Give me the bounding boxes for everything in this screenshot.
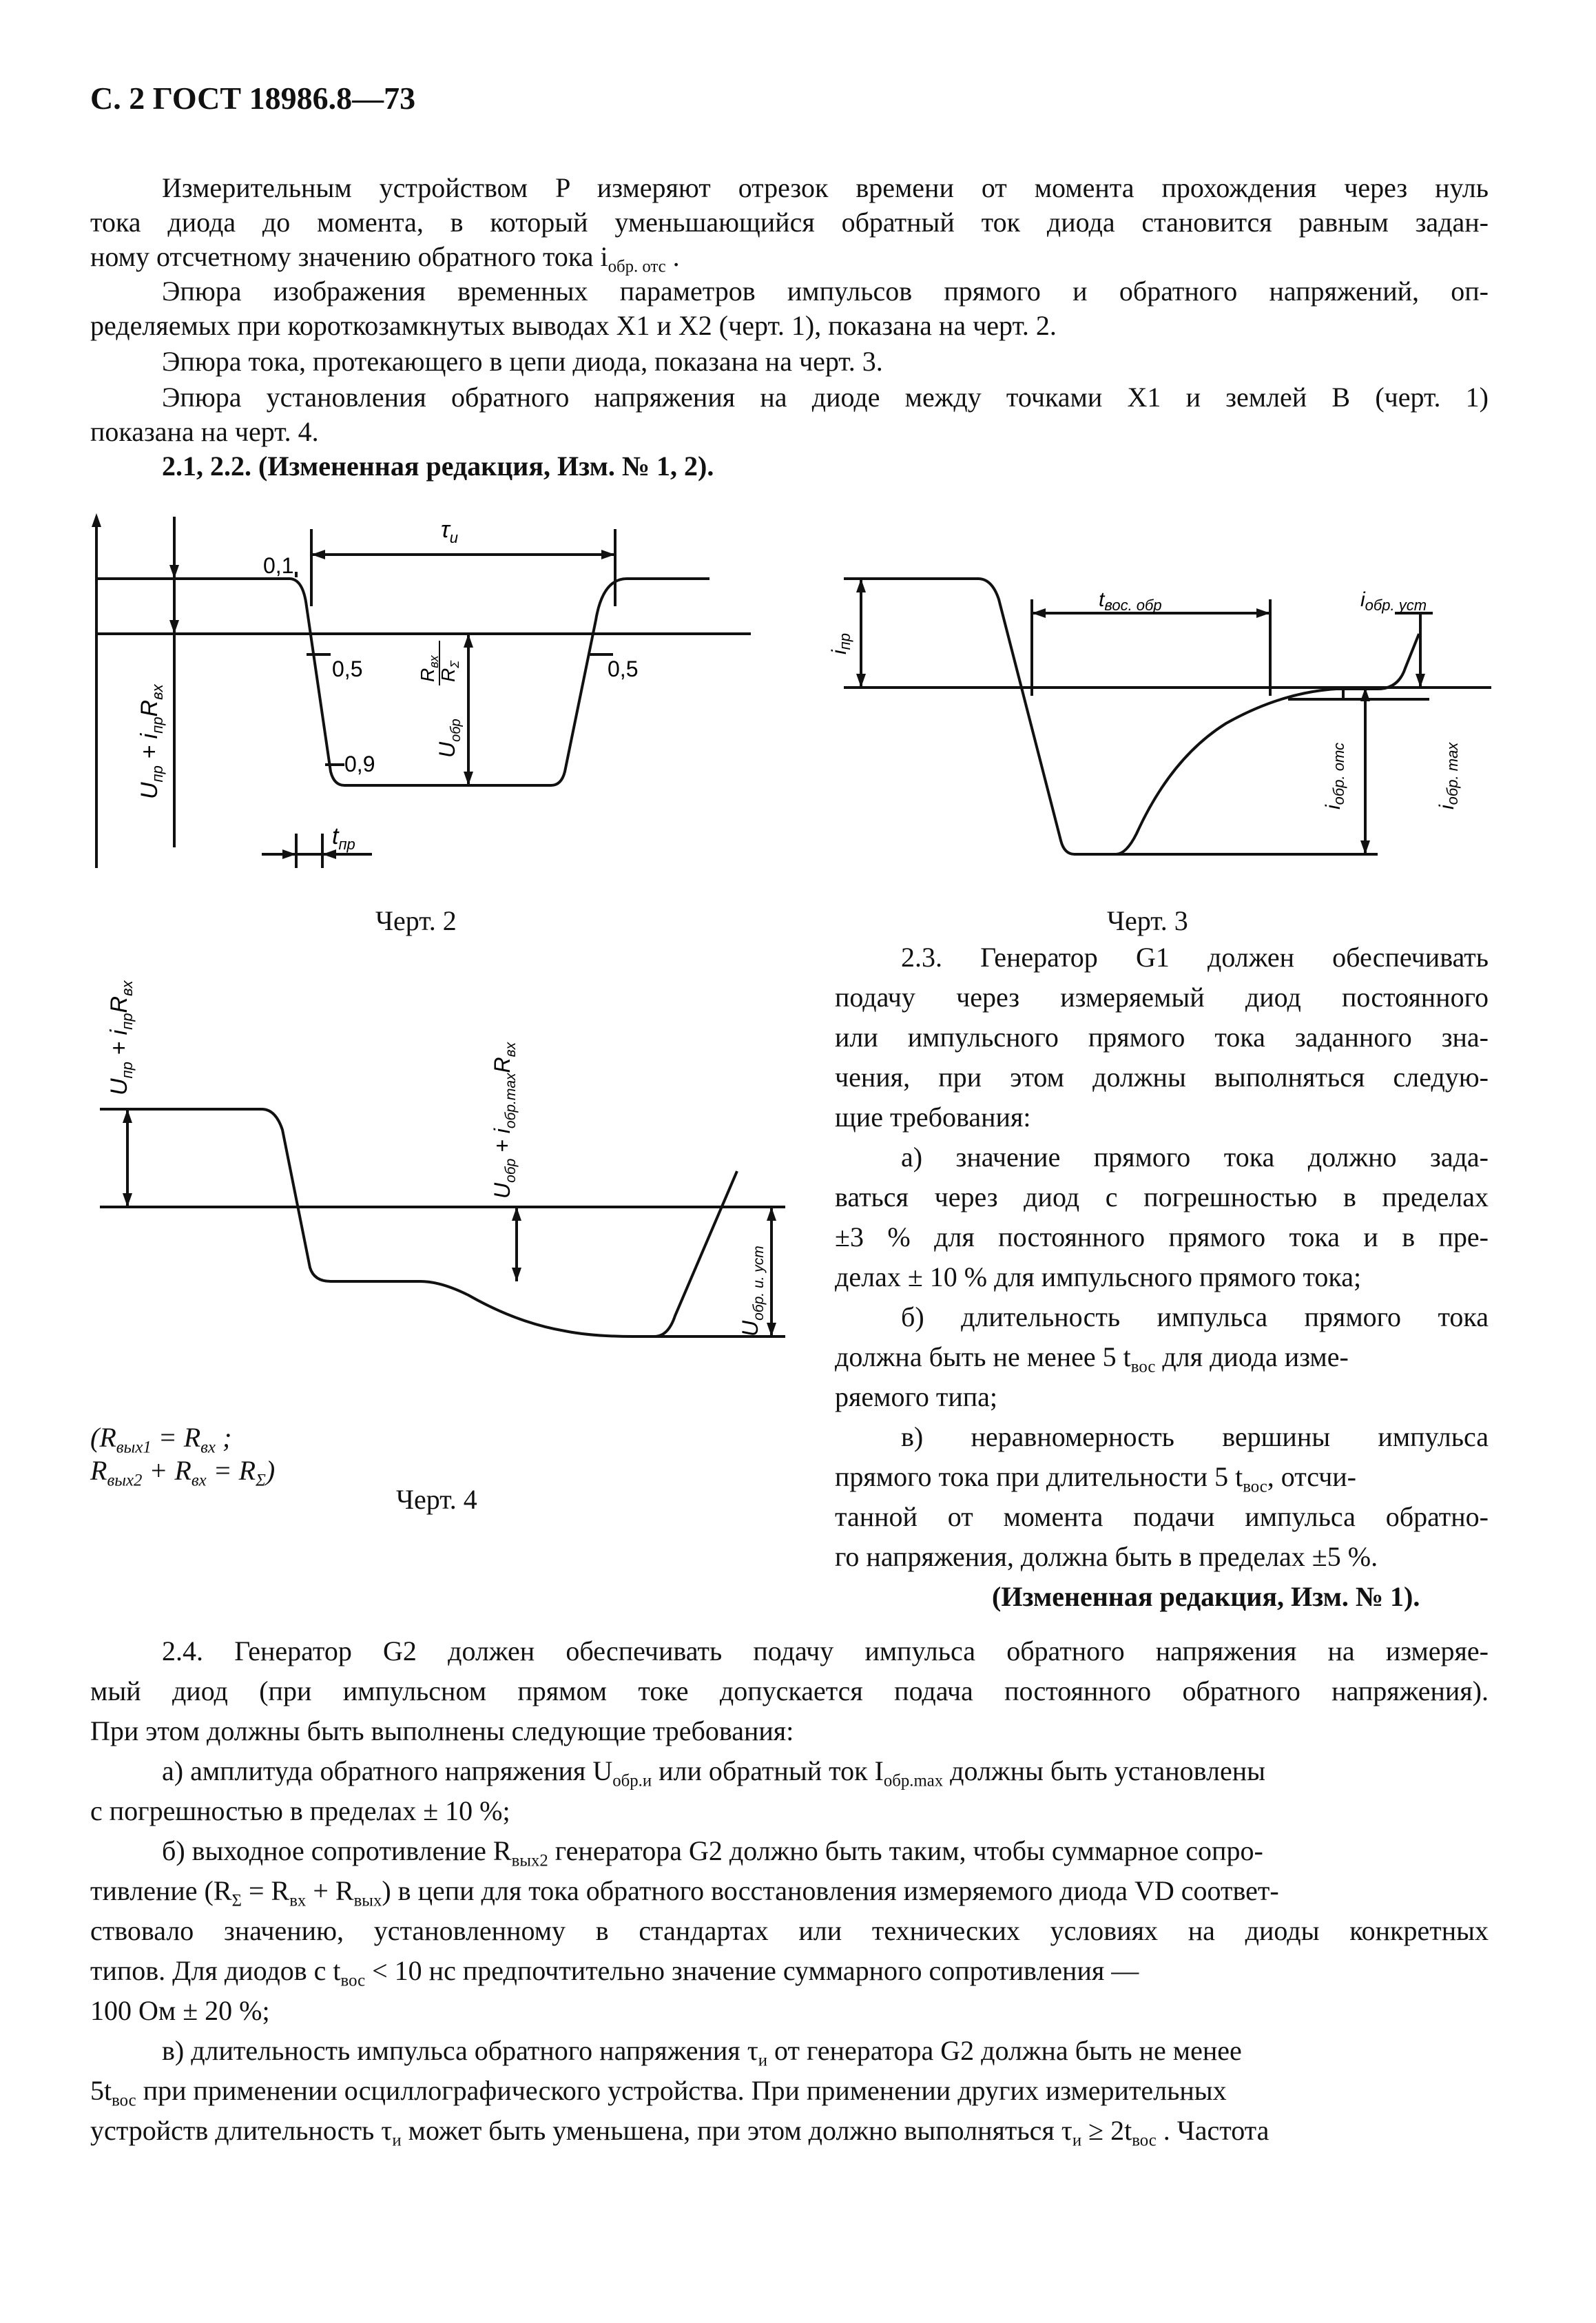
fig2-label-09: 0,9 [344,752,375,776]
sec24-c-line3: устройств длительность $\tau_и$ может быть уменьшена, при этом должно выполняться $\tau_и \ge 2t_{вос}$ . Частота [90,2115,1269,2150]
sec23-line3: или импульсного прямого тока заданного зна- [835,1022,1489,1053]
fig2-tpr-label: $t_{пр}$ [332,823,355,853]
intro-p2-line1: Эпюра изображения временных параметров импульсов прямого и обратного напряжений, оп- [162,276,1489,307]
sec24-b-line1: б) выходное сопротивление $R_{вых2}$ генератора G2 должно быть таким, чтобы суммарное сопро- [162,1835,1263,1870]
fig2-y-frac-den: $R_\Sigma$ [437,660,462,682]
sec23-a-line2: ваться через диод с погрешностью в пределах [835,1181,1489,1212]
sec24-b-line4: типов. Для диодов с $t_{вос} < 10$ нс предпочтительно значение суммарного сопротивления — [90,1955,1139,1990]
revision-note-2: (Измененная редакция, Изм. № 1). [992,1581,1420,1612]
sec23-b-line2: должна быть не менее 5 $t_{вос}$ для диода изме- [835,1341,1349,1376]
fig3-iust-label: $i_{обр. уст}$ [1360,588,1427,614]
intro-p1-line3: ному отсчетному значению обратного тока $i_{обр. отс}$ . [90,241,680,276]
sec24-a-line1: а) амплитуда обратного напряжения $U_{обр.и}$ или обратный ток $I_{обр.max}$ должны быть установлены [162,1755,1266,1790]
intro-p2-line2: ределяемых при короткозамкнутых выводах X1 и X2 (черт. 1), показана на черт. 2. [90,310,1057,341]
sec23-a-line4: делах ± 10 % для импульсного прямого тока; [835,1261,1362,1292]
sec23-line4: чения, при этом должны выполняться следую- [835,1062,1489,1093]
sec23-a-line3: ±3 % для постоянного прямого тока и в пре- [835,1221,1489,1252]
sec24-line1: 2.4. Генератор G2 должен обеспечивать подачу импульса обратного напряжения на измеряе- [162,1635,1489,1666]
sec23-c-line4: го напряжения, должна быть в пределах ±5 %. [835,1541,1378,1572]
intro-p4-line1: Эпюра установления обратного напряжения на диоде между точками X1 и землей B (черт. 1) [162,382,1489,413]
sec23-line2: подачу через измеряемый диод постоянного [835,982,1489,1013]
figure-3-caption: Черт. 3 [1107,905,1188,936]
sec24-a-line2: с погрешностью в пределах ± 10 %; [90,1795,510,1826]
sec23-a-line1: а) значение прямого тока должно зада- [901,1142,1489,1173]
sec24-line2: мый диод (при импульсном прямом токе допускается подача постоянного обратного напряжения). [90,1675,1489,1706]
intro-p1-line2: тока диода до момента, в который уменьшающийся обратный ток диода становится равным задан- [90,207,1489,238]
intro-p3: Эпюра тока, протекающего в цепи диода, показана на черт. 3. [162,346,883,377]
sec24-c-line1: в) длительность импульса обратного напряжения $\tau_и$ от генератора G2 должна быть не менее [162,2035,1242,2070]
fig3-imax-label: $i_{обр. max}$ [1436,742,1461,809]
fig2-y-left-label: $U_{пр} + i_{пр}R_{вх}$ [136,684,166,799]
fig2-label-05a: 0,5 [332,657,363,681]
figure-2-diagram [69,496,765,882]
sec24-b-line2: тивление $(R_\Sigma = R_{вх} + R_{вых})$ в цепи для тока обратного восстановления измеряемого диода VD соответ- [90,1875,1279,1910]
fig2-y-frac-num: $R_{вх}$ [417,655,441,682]
sec23-line5: щие требования: [835,1102,1031,1133]
fig3-tvoc-label: $t_{вос. обр}$ [1099,588,1162,614]
sec23-c-line1: в) неравномерность вершины импульса [901,1421,1489,1452]
fig2-y-mid-label: $U_{обр}$ [435,719,464,758]
fig3-iotc-label: $i_{обр. отс}$ [1322,742,1347,809]
fig2-label-01: 0,1 [263,553,294,578]
fig2-waveform [96,579,709,785]
fig2-tau-label: $\tau_и$ [441,517,458,546]
sec24-b-line5: 100 Ом ± 20 %; [90,1995,270,2026]
sec24-c-line2: $5t_{вос}$ при применении осциллографического устройства. При применении других измерительных [90,2075,1227,2110]
fig4-y-mid-label: $U_{обр} + i_{обр.max}R_{вх}$ [490,1042,519,1199]
sec23-c-line3: танной от момента подачи импульса обратно- [835,1501,1489,1532]
figure-4-diagram [69,951,799,1405]
sec23-c-line2: прямого тока при длительности 5 $t_{вос}$, отсчи- [835,1461,1356,1496]
sec24-line3: При этом должны быть выполнены следующие требования: [90,1715,794,1746]
intro-p1-line1: Измерительным устройством P измеряют отрезок времени от момента прохождения через нуль [162,172,1489,203]
sec23-line1: 2.3. Генератор G1 должен обеспечивать [901,942,1489,973]
fig3-waveform [844,579,1419,854]
fig4-y-left-label: $U_{пр} + i_{пр}R_{вх}$ [106,980,136,1095]
fig4-note-line2: $R_{вых2} + R_{вх} = R_\Sigma$) [90,1455,276,1490]
sec24-b-line3: ствовало значению, установленному в стандартах или технических условиях на диоды конкретных [90,1915,1489,1946]
fig4-y-right-label: $U_{обр. и. уст}$ [738,1246,767,1336]
intro-p4-line2: показана на черт. 4. [90,416,319,447]
fig4-waveform [100,1109,737,1336]
sec23-b-line3: ряемого типа; [835,1381,998,1412]
fig4-note-line1: ($R_{вых1} = R_{вх}$ ; [90,1422,232,1457]
page-header: С. 2 ГОСТ 18986.8—73 [90,81,416,116]
figure-4-caption: Черт. 4 [396,1484,477,1515]
fig2-label-05b: 0,5 [608,657,639,681]
figure-2-caption: Черт. 2 [375,905,457,936]
revision-note-1: 2.1, 2.2. (Измененная редакция, Изм. № 1, 2). [162,451,714,482]
figure-3-diagram [813,558,1502,882]
sec23-b-line1: б) длительность импульса прямого тока [901,1301,1489,1332]
fig3-ipr-label: $i_{пр}$ [828,632,853,654]
